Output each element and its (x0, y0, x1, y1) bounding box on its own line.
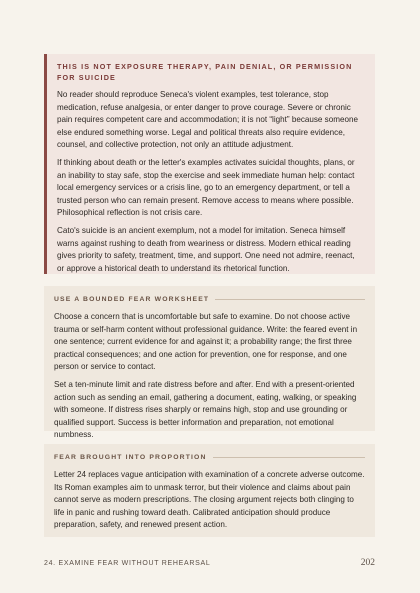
warning-paragraph-2: If thinking about death or the letter's examples activates suicidal thoughts, plans, or an inability to stay safe, stop the exercise and seek immediate human help: contact local emergency services or a crisis line, go to an emergency department, or tell a trusted person who can remain present. Remove access to means where possible. Philosophical reflection is not crisis care. (57, 157, 355, 218)
page-footer (44, 558, 375, 568)
proportion-label-rule (213, 457, 365, 458)
warning-paragraph-1: No reader should reproduce Seneca's violent examples, test tolerance, stop medication, refuse analgesia, or enter danger to prove courage. Severe or chronic pain requires competent care and accommodation; it is not “light” because someone else endured something worse. Legal and political threats also require evidence, counsel, and collective protection, not only an attitude adjustment. (57, 90, 358, 150)
worksheet-label-row (54, 294, 365, 304)
page-number: 202 (360, 558, 375, 568)
proportion-paragraph-1: Letter 24 replaces vague anticipation with examination of a concrete adverse outcome. Its Roman examples aim to unmask terror, but their violence and claims about pain cannot serve as modern prescriptions. The closing argument rejects both clinging to life in panic and rushing toward death. Calibrated anticipation should produce preparation, safety, and renewed present action. (54, 470, 365, 530)
warning-heading: THIS IS NOT EXPOSURE THERAPY, PAIN DENIAL, OR PERMISSION FOR SUICIDE (57, 62, 353, 82)
warning-paragraph-3: Cato's suicide is an ancient exemplum, not a model for imitation. Seneca himself warns against rushing to death from weariness or distress. Modern ethical reading gives priority to safety, treatment, time, and support. One need not admire, reenact, or approve a historical death to understand its rhetorical function. (57, 225, 355, 273)
proportion-box (44, 444, 375, 537)
worksheet-paragraph-1: Choose a concern that is uncomfortable but safe to examine. Do not choose active trauma or self-harm content without professional guidance. Write: the feared event in one sentence; current evidence for and against it; a probability range; the first three practical consequences; and one action for prevention, one for response, and one person or service to contact. (54, 312, 358, 372)
safety-warning-box (44, 54, 375, 274)
worksheet-box (44, 286, 375, 440)
worksheet-label: USE A BOUNDED FEAR WORKSHEET (54, 295, 210, 303)
worksheet-paragraph-2: Set a ten-minute limit and rate distress before and after. End with a present-oriented action such as sending an email, gathering a document, eating, walking, or speaking with someone. If distress rises sharply or remains high, stop and use grounding or qualified support. Success is better information and preparation, not emotional numbness. (54, 379, 357, 440)
proportion-label: FEAR BROUGHT INTO PROPORTION (54, 453, 207, 461)
worksheet-label-rule (215, 299, 365, 300)
chapter-running-title: 24. EXAMINE FEAR WITHOUT REHEARSAL (44, 560, 211, 567)
proportion-label-row (54, 452, 365, 462)
